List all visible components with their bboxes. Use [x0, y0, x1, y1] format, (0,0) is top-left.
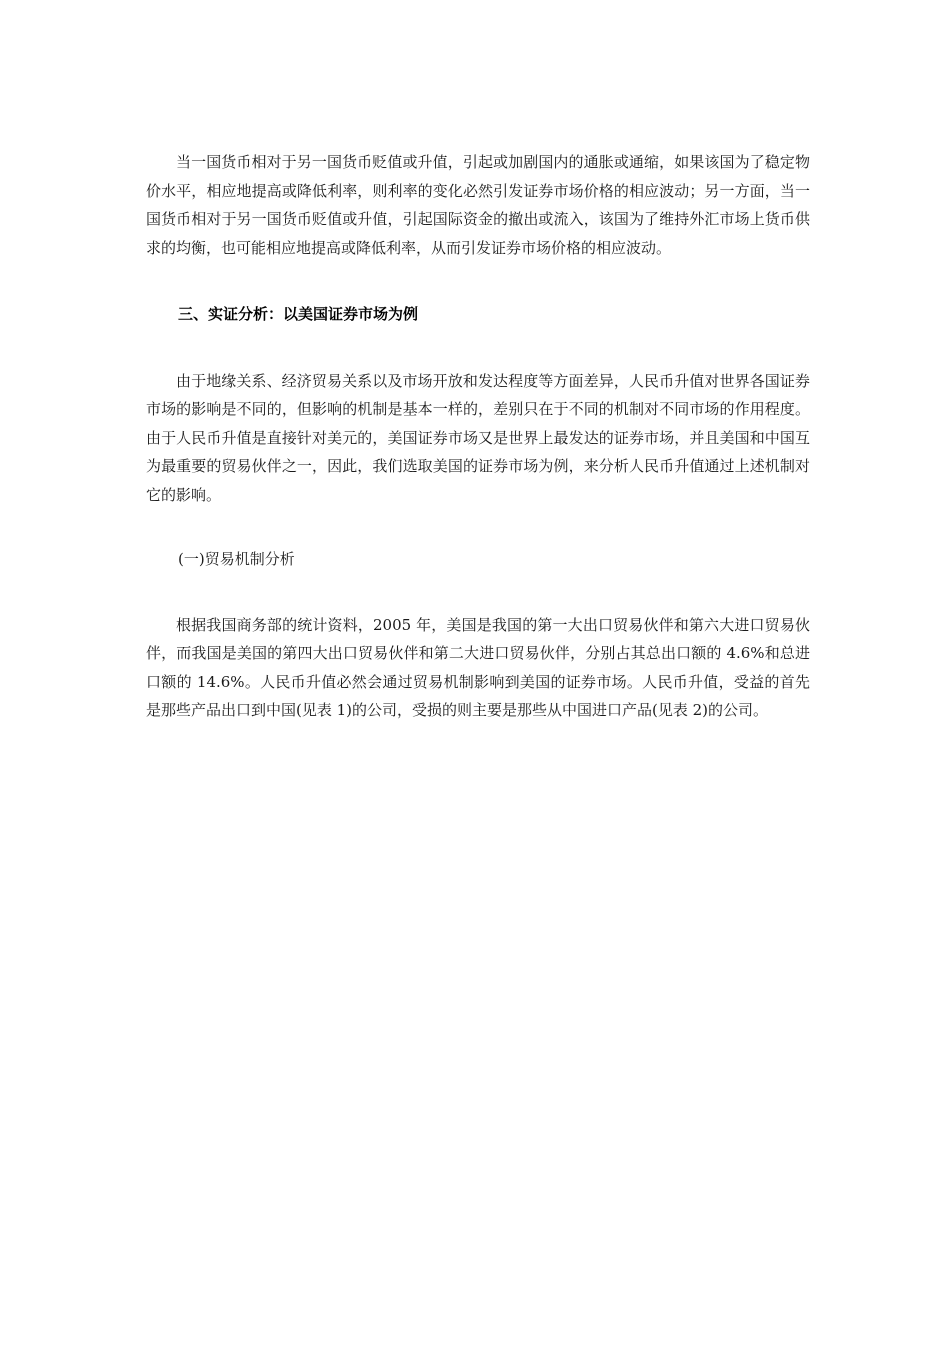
- paragraph-us-market-rationale: 由于地缘关系、经济贸易关系以及市场开放和发达程度等方面差异，人民币升值对世界各国证券市场的影响是不同的，但影响的机制是基本一样的，差别只在于不同的机制对不同市场的作用程度。由于人民币升值是直接针对美元的，美国证券市场又是世界上最发达的证券市场，并且美国和中国互为最重要的贸易伙伴之一，因此，我们选取美国的证券市场为例，来分析人民币升值通过上述机制对它的影响。: [146, 371, 810, 504]
- document-body: [146, 148, 810, 725]
- spacer: [146, 262, 810, 300]
- spacer: [146, 329, 810, 367]
- paragraph-exchange-rate-interest-effect: 当一国货币相对于另一国货币贬值或升值，引起或加剧国内的通胀或通缩，如果该国为了稳定物价水平，相应地提高或降低利率，则利率的变化必然引发证券市场价格的相应波动；另一方面，当一国货币相对于另一国货币贬值或升值，引起国际资金的撤出或流入，该国为了维持外汇市场上货币供求的均衡，也可能相应地提高或降低利率，从而引发证券市场价格的相应波动。: [146, 153, 810, 257]
- section-heading: 三、实证分析：以美国证券市场为例: [178, 305, 419, 323]
- paragraph-trade-mechanism: 根据我国商务部的统计资料，2005 年，美国是我国的第一大出口贸易伙伴和第六大进口贸易伙伴，而我国是美国的第四大出口贸易伙伴和第二大进口贸易伙伴，分别占其总出口额的 4.6%和总进口额的 14.6%。人民币升值必然会通过贸易机制影响到美国的证券市场。人民币升值，受益的首先是那些产品出口到中国(见表 1)的公司，受损的则主要是那些从中国进口产品(见表 2)的公司。: [146, 615, 810, 719]
- spacer: [146, 509, 810, 545]
- subsection-heading: (一)贸易机制分析: [178, 550, 295, 568]
- spacer: [146, 574, 810, 611]
